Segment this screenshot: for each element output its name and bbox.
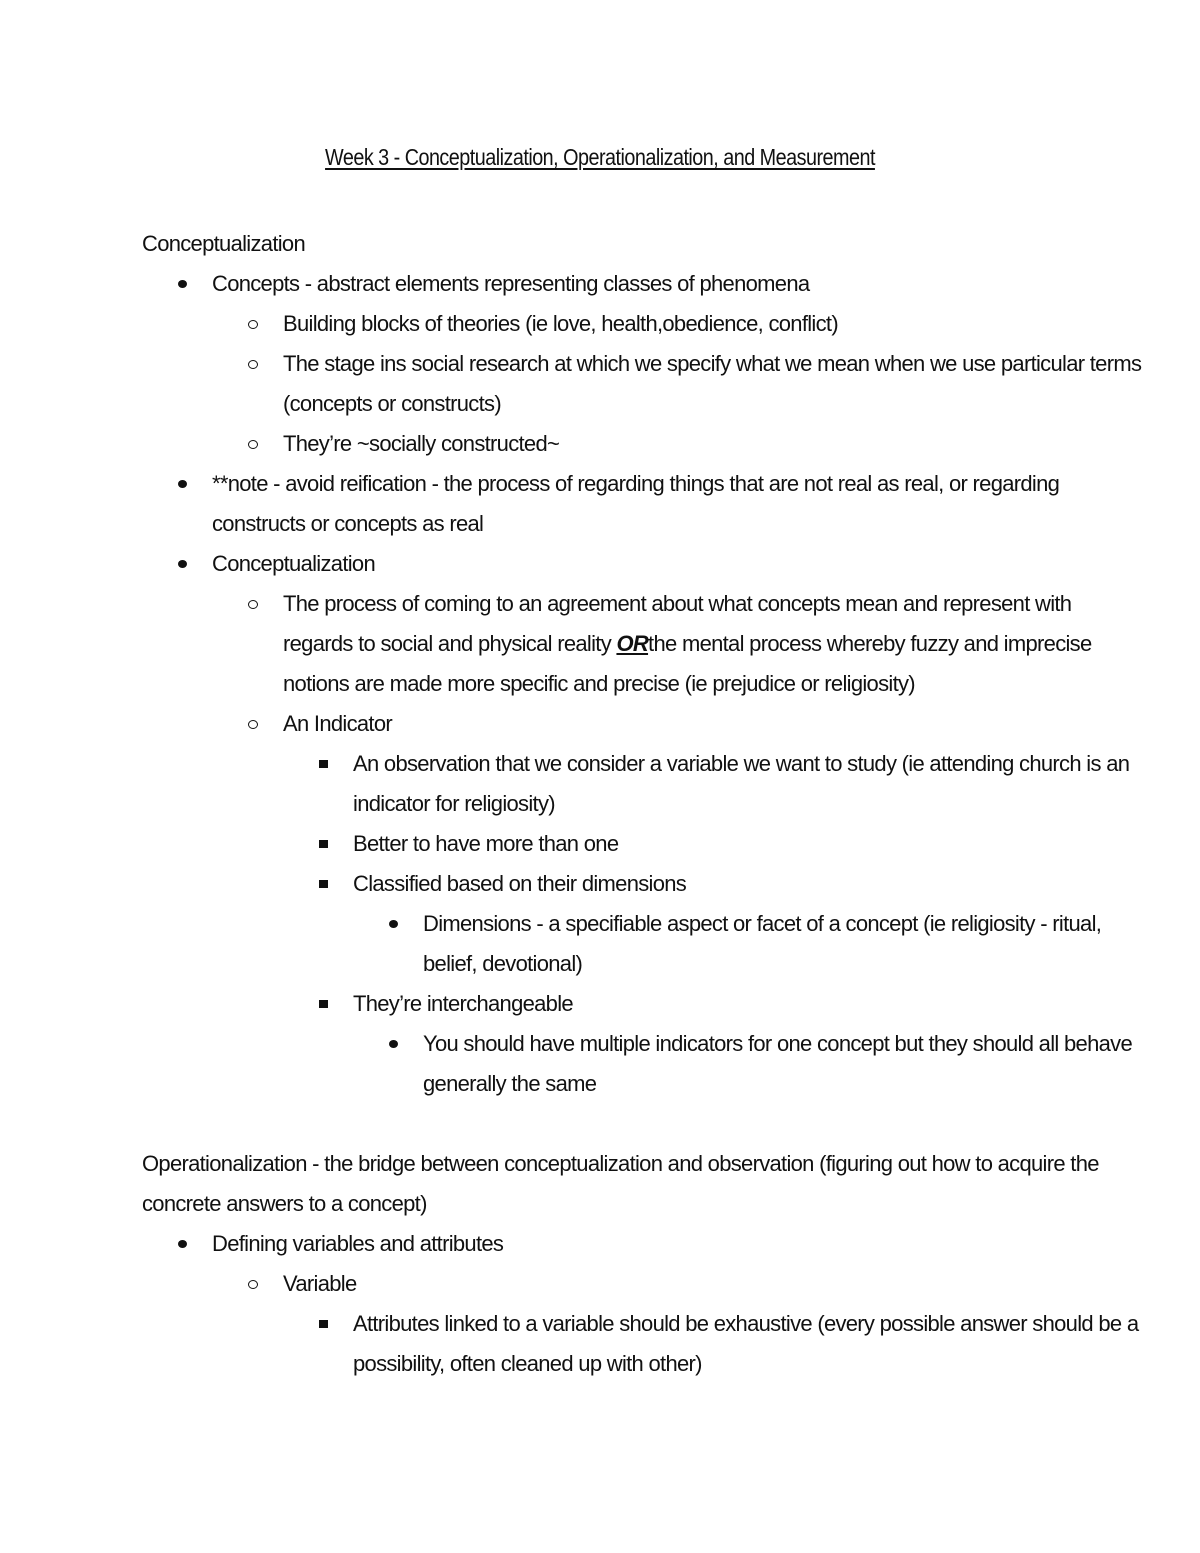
- list-item-text: An observation that we consider a variable we want to study (ie attending church is an indicator for religiosity): [353, 751, 1130, 816]
- list-item: [142, 864, 1142, 904]
- bullet-ring-icon: [243, 304, 263, 344]
- list-item-text: [283, 591, 1092, 696]
- bullet-ring-icon: [243, 704, 263, 744]
- list-item-text: Variable: [283, 1271, 357, 1296]
- bullet-dot-icon: [172, 1224, 192, 1264]
- bullet-dot-icon: [383, 904, 403, 944]
- list-item: [142, 704, 1142, 744]
- list-item: [142, 1264, 1142, 1304]
- list-item: [142, 424, 1142, 464]
- list-item-text: **note - avoid reification - the process of regarding things that are not real as real, or regarding constructs or concepts as real: [212, 471, 1060, 536]
- list-item: [142, 344, 1142, 424]
- bullet-square-icon: [313, 864, 333, 904]
- list-item: [142, 1224, 1142, 1264]
- list-item-text: Building blocks of theories (ie love, health,obedience, conflict): [283, 311, 838, 336]
- list-item-text: Concepts - abstract elements representing classes of phenomena: [212, 271, 810, 296]
- list-item-text: Classified based on their dimensions: [353, 871, 687, 896]
- bullet-ring-icon: [243, 424, 263, 464]
- list-item-text: Conceptualization: [212, 551, 375, 576]
- bullet-ring-icon: [243, 1264, 263, 1304]
- bullet-dot-icon: [383, 1024, 403, 1064]
- list-item: [142, 1024, 1142, 1104]
- bullet-dot-icon: [172, 264, 192, 304]
- bullet-square-icon: [313, 824, 333, 864]
- list-item: [142, 304, 1142, 344]
- process-text-part2: the mental process whereby fuzzy and imprecise notions are made more specific and precise (ie prejudice or religiosity): [283, 631, 1092, 696]
- list-item-text: They’re ~socially constructed~: [283, 431, 560, 456]
- bullet-ring-icon: [243, 344, 263, 384]
- list-item: [142, 824, 1142, 864]
- list-item: [142, 544, 1142, 584]
- list-item-text: Attributes linked to a variable should be exhaustive (every possible answer should be a possibility, often cleaned up with other): [353, 1311, 1139, 1376]
- bullet-square-icon: [313, 984, 333, 1024]
- document-body: [142, 224, 1142, 1384]
- list-item-text: An Indicator: [283, 711, 393, 736]
- list-item: [142, 1304, 1142, 1384]
- list-item-text: Dimensions - a specifiable aspect or facet of a concept (ie religiosity - ritual, belief, devotional): [423, 911, 1102, 976]
- list-item-text: They’re interchangeable: [353, 991, 573, 1016]
- or-emphasis: OR: [616, 631, 649, 656]
- bullet-ring-icon: [243, 584, 263, 624]
- bullet-dot-icon: [172, 464, 192, 504]
- list-item-text: The stage ins social research at which we specify what we mean when we use particular terms (concepts or constructs): [283, 351, 1142, 416]
- bullet-dot-icon: [172, 544, 192, 584]
- process-text-part1: The process of coming to an agreement about what concepts mean and represent with regards to social and physical reality: [283, 591, 1072, 656]
- document-title: [84, 144, 1116, 171]
- list-item: [142, 264, 1142, 304]
- section-heading-operationalization: Operationalization - the bridge between conceptualization and observation (figuring out how to acquire the concrete answers to a concept): [142, 1151, 1099, 1216]
- section-heading-conceptualization: Conceptualization: [142, 231, 305, 256]
- document-title-text: Week 3 - Conceptualization, Operationalization, and Measurement: [325, 144, 875, 170]
- bullet-square-icon: [313, 744, 333, 784]
- list-item: [142, 984, 1142, 1024]
- list-item: [142, 464, 1142, 544]
- list-item-text: You should have multiple indicators for one concept but they should all behave generally the same: [423, 1031, 1132, 1096]
- list-item-text: Defining variables and attributes: [212, 1231, 504, 1256]
- list-item: [142, 584, 1142, 704]
- list-item: [142, 744, 1142, 824]
- list-item-text: Better to have more than one: [353, 831, 619, 856]
- paragraph-gap: [142, 1104, 1142, 1144]
- bullet-square-icon: [313, 1304, 333, 1344]
- list-item: [142, 904, 1142, 984]
